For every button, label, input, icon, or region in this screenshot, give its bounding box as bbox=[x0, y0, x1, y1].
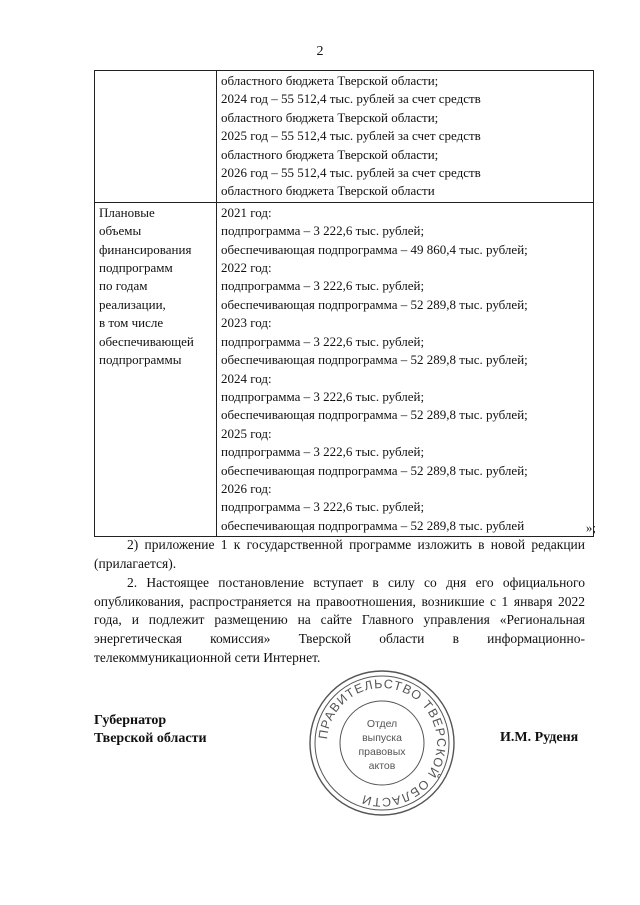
table-line: обеспечивающая подпрограмма – 52 289,8 тыс. рублей; bbox=[221, 352, 528, 368]
table-line: 2024 год – 55 512,4 тыс. рублей за счет средств bbox=[221, 91, 481, 107]
table-line: 2026 год: bbox=[221, 480, 272, 496]
table-line: 2026 год – 55 512,4 тыс. рублей за счет средств bbox=[221, 165, 481, 181]
stamp-center-line: актов bbox=[368, 760, 396, 772]
closing-quote: »; bbox=[585, 520, 596, 535]
label-line: реализации, bbox=[99, 296, 166, 312]
label-line: обеспечивающей bbox=[99, 333, 194, 349]
table-value-cell bbox=[217, 202, 594, 536]
table-row bbox=[95, 71, 594, 203]
table-line: подпрограмма – 3 222,6 тыс. рублей; bbox=[221, 223, 425, 239]
table-line: областного бюджета Тверской области bbox=[221, 183, 435, 199]
table-line: подпрограмма – 3 222,6 тыс. рублей; bbox=[221, 333, 425, 349]
table-line: 2023 год: bbox=[221, 315, 272, 331]
paragraph-effective-date: 2. Настоящее постановление вступает в силу со дня его официального опубликования, распространяется на правоотношения, возникшие с 1 января 2022 года, и подлежит размещению на сайте Главного управления «Региональная энергетическая комиссия» Тверской области в информационно-телекоммуникационной сети Интернет. bbox=[94, 575, 585, 665]
table-line: подпрограмма – 3 222,6 тыс. рублей; bbox=[221, 278, 425, 294]
stamp-center-line: Отдел bbox=[366, 718, 398, 730]
signatory-position-line: Тверской области bbox=[94, 731, 207, 746]
table-line: обеспечивающая подпрограмма – 52 289,8 тыс. рублей; bbox=[221, 296, 528, 312]
label-line: подпрограммы bbox=[99, 352, 182, 368]
table-line: 2021 год: bbox=[221, 204, 272, 220]
table-line: подпрограмма – 3 222,6 тыс. рублей; bbox=[221, 444, 425, 460]
signatory-position bbox=[94, 712, 207, 748]
table-line: 2025 год – 55 512,4 тыс. рублей за счет средств bbox=[221, 128, 481, 144]
table-label-cell bbox=[95, 202, 217, 536]
label-line: в том числе bbox=[99, 315, 164, 331]
signatory-name: И.М. Руденя bbox=[500, 730, 579, 745]
stamp-center-line: выпуска bbox=[362, 732, 402, 744]
paragraph-appendix: 2) приложение 1 к государственной программе изложить в новой редакции (прилагается). bbox=[94, 537, 585, 571]
label-line: объемы bbox=[99, 223, 142, 239]
label-line: подпрограмм bbox=[99, 260, 173, 276]
table-value-cell bbox=[217, 71, 594, 203]
table-line: обеспечивающая подпрограмма – 52 289,8 тыс. рублей bbox=[221, 517, 525, 533]
label-line: финансирования bbox=[99, 241, 192, 257]
table-line: областного бюджета Тверской области; bbox=[221, 146, 439, 162]
table-line: подпрограмма – 3 222,6 тыс. рублей; bbox=[221, 388, 425, 404]
table-row bbox=[95, 202, 594, 536]
table-line: обеспечивающая подпрограмма – 49 860,4 тыс. рублей; bbox=[221, 241, 528, 257]
table-line: 2025 год: bbox=[221, 425, 272, 441]
table-label-cell bbox=[95, 71, 217, 203]
table-line: обеспечивающая подпрограмма – 52 289,8 тыс. рублей; bbox=[221, 407, 528, 423]
page-number: 2 bbox=[316, 44, 324, 59]
table-line: подпрограмма – 3 222,6 тыс. рублей; bbox=[221, 499, 425, 515]
table-line: 2024 год: bbox=[221, 370, 272, 386]
label-line: Плановые bbox=[99, 204, 155, 220]
table-line: областного бюджета Тверской области; bbox=[221, 109, 439, 125]
stamp-center-line: правовых bbox=[358, 746, 406, 758]
official-stamp bbox=[306, 667, 458, 819]
signatory-position-line: Губернатор bbox=[94, 713, 167, 728]
label-line: по годам bbox=[99, 278, 148, 294]
table-line: обеспечивающая подпрограмма – 52 289,8 тыс. рублей; bbox=[221, 462, 528, 478]
table-line: 2022 год: bbox=[221, 260, 272, 276]
table-line: областного бюджета Тверской области; bbox=[221, 73, 439, 88]
financing-table bbox=[94, 70, 594, 537]
stamp-ring-text: ПРАВИТЕЛЬСТВО ТВЕРСКОЙ ОБЛАСТИ bbox=[316, 676, 449, 810]
